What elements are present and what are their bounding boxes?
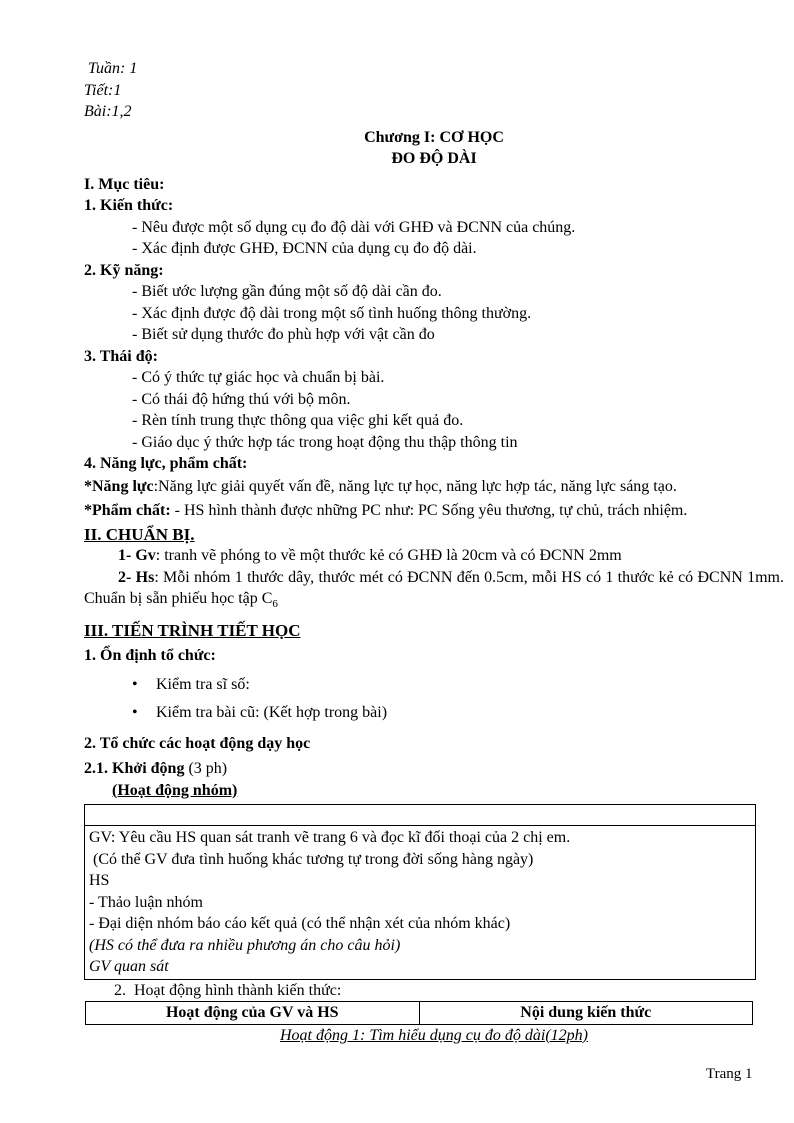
box-content bbox=[85, 826, 755, 979]
process-heading: III. TIẾN TRÌNH TIẾT HỌC bbox=[84, 620, 301, 640]
ability-paragraph bbox=[84, 476, 784, 498]
ability-text: :Năng lực giải quyết vấn đề, năng lực tự học, năng lực hợp tác, năng lực sáng tạo. bbox=[153, 477, 677, 495]
period-line: Tiết:1 bbox=[84, 81, 122, 99]
week-line: Tuần: 1 bbox=[88, 60, 138, 77]
box-line: (HS có thể đưa ra nhiều phương án cho câu hỏi) bbox=[89, 936, 401, 954]
teacher-text: : tranh vẽ phóng to về một thước kẻ có GHĐ là 20cm và có ĐCNN 2mm bbox=[155, 547, 622, 564]
box-line: (Có thể GV đưa tình huống khác tương tự trong đời sống hàng ngày) bbox=[89, 850, 534, 868]
attitude-item: - Giáo dục ý thức hợp tác trong hoạt động thu thập thông tin bbox=[132, 433, 518, 451]
skills-item: - Xác định được độ dài trong một số tình huống thông thường. bbox=[132, 304, 532, 322]
teacher-prep bbox=[84, 545, 784, 567]
warmup-mode: (Hoạt động nhóm) bbox=[112, 781, 238, 799]
table-header-content: Nội dung kiến thức bbox=[419, 1002, 753, 1025]
table-header-gv-hs: Hoạt động của GV và HS bbox=[86, 1002, 420, 1025]
box-line: - Đại diện nhóm báo cáo kết quả (có thể nhận xét của nhóm khác) bbox=[89, 915, 511, 933]
quality-paragraph bbox=[84, 500, 784, 522]
bullet-icon: • bbox=[132, 703, 138, 721]
attitude-heading: 3. Thái độ: bbox=[84, 347, 158, 365]
skills-heading: 2. Kỹ năng: bbox=[84, 261, 164, 279]
activity-table bbox=[85, 1001, 753, 1025]
knowledge-heading: 1. Kiến thức: bbox=[84, 197, 174, 214]
box-line: - Thảo luận nhóm bbox=[89, 893, 203, 911]
list-item-text: Kiểm tra bài cũ: (Kết hợp trong bài) bbox=[156, 703, 388, 721]
organization-heading: 1. Ổn định tổ chức: bbox=[84, 647, 216, 665]
warmup-duration: (3 ph) bbox=[184, 760, 228, 778]
document-page bbox=[84, 58, 784, 1046]
warmup-box bbox=[84, 804, 756, 980]
box-header-row bbox=[85, 805, 755, 826]
student-label: 2- Hs bbox=[118, 568, 155, 586]
chapter-title: Chương I: CƠ HỌC bbox=[364, 128, 504, 146]
student-prep bbox=[84, 567, 784, 616]
organization-list bbox=[84, 671, 784, 727]
topic-title: ĐO ĐỘ DÀI bbox=[391, 150, 477, 167]
page-number: Trang 1 bbox=[706, 1066, 753, 1082]
quality-text: - HS hình thành được những PC như: PC Sống yêu thương, tự chủ, trách nhiệm. bbox=[170, 502, 688, 519]
teacher-label: 1- Gv bbox=[118, 547, 156, 564]
knowledge-item: - Xác định được GHĐ, ĐCNN của dụng cụ đo độ dài. bbox=[132, 240, 477, 257]
activities-heading: 2. Tổ chức các hoạt động dạy học bbox=[84, 734, 311, 752]
quality-label: *Phẩm chất: bbox=[84, 502, 171, 519]
competence-heading: 4. Năng lực, phẩm chất: bbox=[84, 455, 248, 472]
preparation-heading: II. CHUẨN BỊ. bbox=[84, 524, 195, 544]
ability-label: *Năng lực bbox=[84, 477, 154, 495]
attitude-item: - Có ý thức tự giác học và chuẩn bị bài. bbox=[132, 369, 385, 386]
objectives-heading: I. Mục tiêu: bbox=[84, 175, 165, 193]
bullet-icon: • bbox=[132, 675, 138, 693]
list-item bbox=[132, 699, 784, 727]
warmup-heading: 2.1. Khởi động bbox=[84, 760, 185, 778]
attitude-item: - Rèn tính trung thực thông qua việc ghi kết quả đo. bbox=[132, 412, 464, 429]
knowledge-item: - Nêu được một số dụng cụ đo độ dài với GHĐ và ĐCNN của chúng. bbox=[132, 218, 576, 236]
list-item-text: Kiểm tra sĩ số: bbox=[156, 675, 250, 693]
attitude-item: - Có thái độ hứng thú với bộ môn. bbox=[132, 390, 351, 408]
formation-heading: 2. Hoạt động hình thành kiến thức: bbox=[114, 981, 342, 999]
lesson-line: Bài:1,2 bbox=[84, 103, 132, 120]
box-line: GV: Yêu cầu HS quan sát tranh vẽ trang 6 và đọc kĩ đối thoại của 2 chị em. bbox=[89, 829, 571, 847]
table-row bbox=[86, 1002, 753, 1025]
warmup-line bbox=[84, 758, 784, 780]
student-text: : Mỗi nhóm 1 thước dây, thước mét có ĐCNN đến 0.5cm, mỗi HS có 1 thước kẻ có ĐCNN 1mm. Chuẩn bị sẵn phiếu học tập C bbox=[84, 568, 785, 607]
list-item bbox=[132, 671, 784, 699]
box-line: GV quan sát bbox=[89, 958, 169, 976]
skills-item: - Biết ước lượng gần đúng một số độ dài cần đo. bbox=[132, 283, 442, 300]
box-line: HS bbox=[89, 872, 110, 890]
skills-item: - Biết sử dụng thước đo phù hợp với vật cần đo bbox=[132, 326, 435, 343]
student-subscript: 6 bbox=[272, 598, 278, 611]
activity-1-title: Hoạt động 1: Tìm hiểu dụng cụ đo độ dài(12ph) bbox=[280, 1026, 588, 1044]
